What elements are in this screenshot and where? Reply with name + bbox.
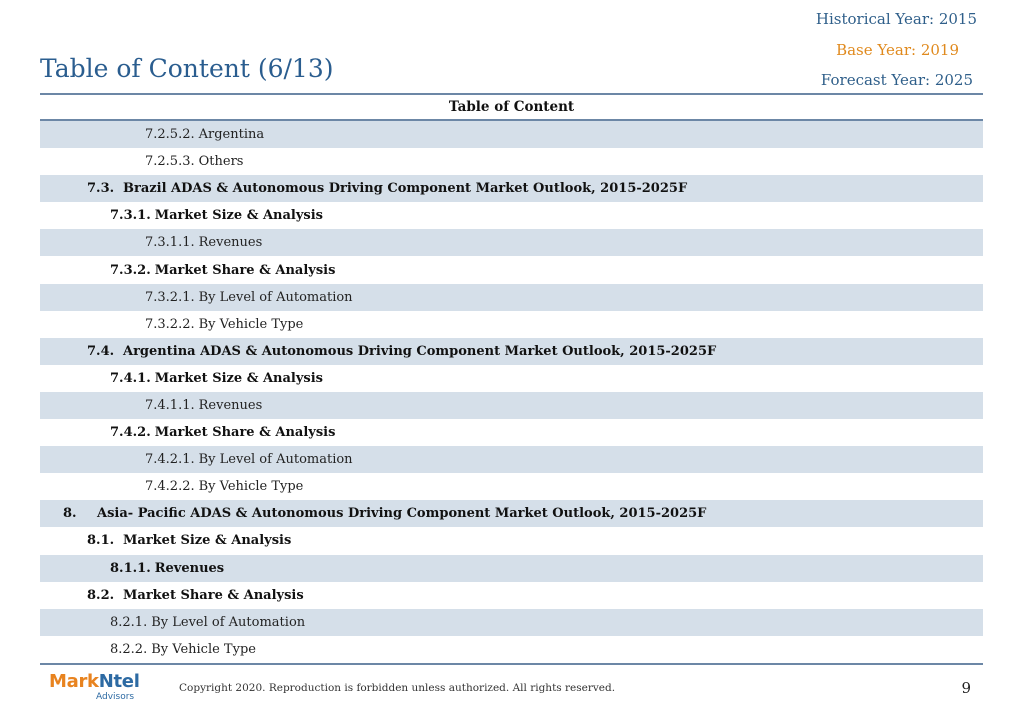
- toc-row-text: Asia- Pacific ADAS & Autonomous Driving Component Market Outlook, 2015-2025F: [97, 506, 707, 522]
- toc-row-text: Revenues: [198, 235, 263, 251]
- toc-row: [40, 500, 983, 527]
- toc-row: [40, 121, 983, 148]
- toc-row-number: 7.3.2.1.: [145, 289, 195, 305]
- toc-row: [40, 229, 983, 256]
- toc-row: [40, 473, 983, 500]
- toc-row: [40, 419, 983, 446]
- toc-row-number: 7.3.1.: [110, 208, 151, 224]
- toc-row-text: Argentina: [198, 127, 265, 143]
- toc-row: [40, 446, 983, 473]
- toc-row-number: 8.2.1.: [110, 614, 148, 630]
- toc-row-number: 7.4.1.: [110, 370, 151, 386]
- toc-row: [40, 148, 983, 175]
- toc-row: [40, 202, 983, 229]
- toc-row-text: Market Size & Analysis: [154, 208, 323, 224]
- toc-row-text: Market Size & Analysis: [123, 533, 292, 549]
- toc-row: [40, 555, 983, 582]
- logo-subtext: Advisors: [96, 692, 135, 702]
- toc-row-number: 7.3.1.1.: [145, 235, 195, 251]
- logo-mark-text: Mark: [49, 671, 99, 692]
- toc-row: [40, 365, 983, 392]
- toc-row-number: 8.1.1.: [110, 560, 151, 576]
- copyright-text: Copyright 2020. Reproduction is forbidden unless authorized. All rights reserved.: [179, 682, 616, 694]
- toc-row-text: Market Share & Analysis: [154, 425, 336, 441]
- toc-row-text: By Vehicle Type: [198, 479, 304, 495]
- toc-row-number: 7.4.: [87, 343, 115, 359]
- toc-row-text: By Level of Automation: [151, 614, 306, 630]
- toc-row-number: 7.4.2.: [110, 425, 151, 441]
- toc-row: [40, 609, 983, 636]
- toc-row-number: 7.3.: [87, 181, 115, 197]
- toc-row-text: Argentina ADAS & Autonomous Driving Component Market Outlook, 2015-2025F: [123, 343, 717, 359]
- toc-row: [40, 527, 983, 554]
- historical-year: Historical Year: 2015: [815, 10, 977, 28]
- page-number: 9: [961, 679, 971, 697]
- toc-row-text: Revenues: [198, 397, 263, 413]
- toc-row-text: Brazil ADAS & Autonomous Driving Component Market Outlook, 2015-2025F: [123, 181, 688, 197]
- toc-row-text: Market Size & Analysis: [154, 370, 323, 386]
- toc-row-number: 7.2.5.2.: [145, 127, 195, 143]
- toc-row: [40, 582, 983, 609]
- toc-row-text: By Vehicle Type: [151, 641, 256, 657]
- toc-row: [40, 636, 983, 663]
- toc-row-number: 8.2.2.: [110, 641, 148, 657]
- markntel-logo: [49, 671, 140, 702]
- toc-row: [40, 284, 983, 311]
- toc-row-number: 8.: [63, 506, 77, 522]
- toc-row-text: By Vehicle Type: [198, 316, 304, 332]
- toc-row-number: 8.1.: [87, 533, 115, 549]
- toc-row: [40, 311, 983, 338]
- toc-row-text: Others: [198, 154, 244, 170]
- toc-heading: Table of Content: [40, 93, 983, 121]
- toc-rows: [40, 121, 983, 663]
- toc-row-number: 7.2.5.3.: [145, 154, 195, 170]
- toc-bottom-rule: [40, 663, 983, 666]
- logo-ntel-text: Ntel: [98, 671, 140, 692]
- toc-row: [40, 175, 983, 202]
- forecast-year: Forecast Year: 2025: [820, 71, 973, 89]
- toc-row-number: 7.3.2.2.: [145, 316, 195, 332]
- toc-row-text: Market Share & Analysis: [154, 262, 336, 278]
- logo-wordmark: [49, 671, 140, 692]
- toc-row-number: 7.4.1.1.: [145, 397, 195, 413]
- toc-row-number: 8.2.: [87, 587, 115, 603]
- toc-row-text: By Level of Automation: [198, 452, 353, 468]
- page-title: Table of Content (6/13): [40, 54, 334, 83]
- toc-row: [40, 392, 983, 419]
- toc-row-number: 7.3.2.: [110, 262, 151, 278]
- toc-row-number: 7.4.2.1.: [145, 452, 195, 468]
- toc-row: [40, 338, 983, 365]
- toc-row-text: By Level of Automation: [198, 289, 353, 305]
- toc-row-text: Revenues: [154, 560, 225, 576]
- toc-row-number: 7.4.2.2.: [145, 479, 195, 495]
- toc-row: [40, 256, 983, 283]
- base-year: Base Year: 2019: [836, 41, 959, 59]
- toc-table: [40, 93, 983, 666]
- toc-row-text: Market Share & Analysis: [123, 587, 304, 603]
